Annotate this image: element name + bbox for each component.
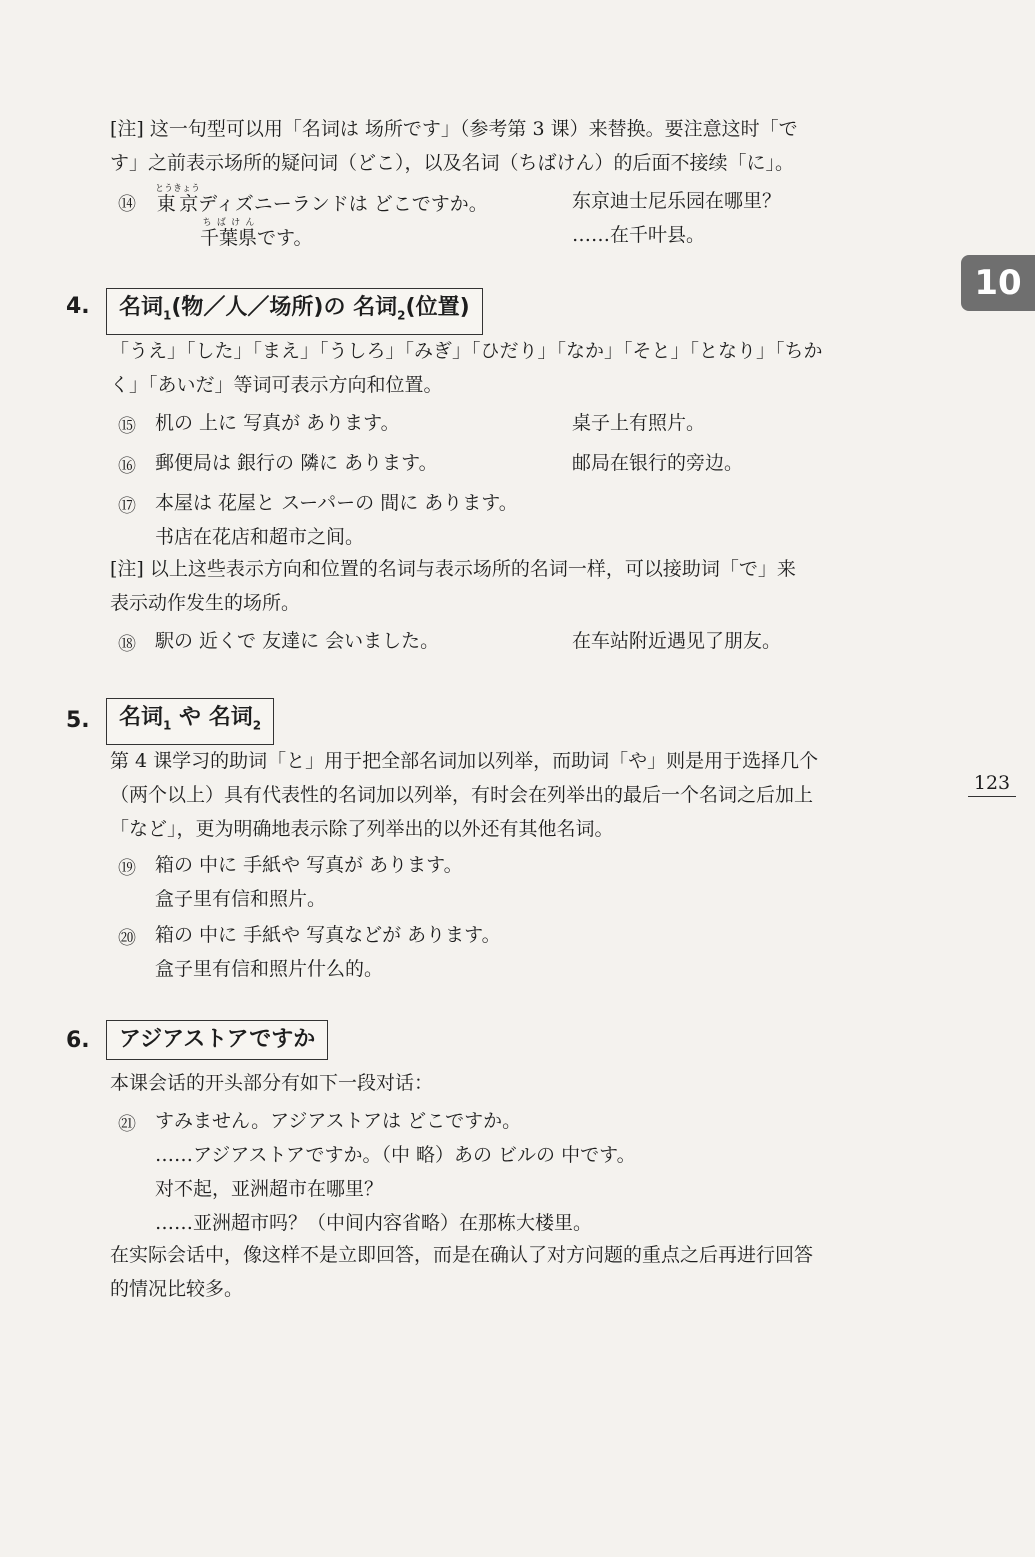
section-6-end-2: 的情况比较多。 <box>110 1278 244 1300</box>
example-15-cn: 桌子上有照片。 <box>572 412 706 434</box>
example-18-cn: 在车站附近遇见了朋友。 <box>572 630 782 652</box>
example-14-answer-rest: です。 <box>257 227 313 249</box>
section-6-desc: 本课会话的开头部分有如下一段对话： <box>110 1072 434 1094</box>
example-15-number: ⑮ <box>118 416 136 437</box>
example-17-jp: 本屋は 花屋と スーパーの 間に あります。 <box>155 492 518 514</box>
example-18-jp: 駅の 近くで 友達に 会いました。 <box>155 630 440 652</box>
section-6-number: 6. <box>66 1028 90 1053</box>
example-21-line-3: 对不起，亚洲超市在哪里？ <box>155 1178 384 1200</box>
example-21-line-2: ……アジアストアですか。（中 略）あの ビルの 中です。 <box>155 1144 636 1166</box>
section-4-desc-2: く」「あいだ」等词可表示方向和位置。 <box>110 374 443 396</box>
example-21-line-4: ……亚洲超市吗？（中间内容省略）在那栋大楼里。 <box>155 1212 593 1234</box>
example-14-ruby-chiba: 千葉県ちばけん <box>200 218 258 249</box>
example-15-jp: 机の 上に 写真が あります。 <box>155 412 400 434</box>
example-20-jp: 箱の 中に 手紙や 写真などが あります。 <box>155 924 501 946</box>
example-20-cn: 盒子里有信和照片什么的。 <box>155 958 384 980</box>
section-4-number: 4. <box>66 294 90 319</box>
section-4-desc-1: 「うえ」「した」「まえ」「うしろ」「みぎ」「ひだり」「なか」「そと」「となり」「ちか <box>110 340 823 362</box>
example-19-cn: 盒子里有信和照片。 <box>155 888 327 910</box>
section-5-desc-1: 第 4 课学习的助词「と」用于把全部名词加以列举，而助词「や」则是用于选择几个 <box>110 750 819 772</box>
example-19-jp: 箱の 中に 手紙や 写真が あります。 <box>155 854 463 876</box>
section-6-title: アジアストアですか <box>106 1020 328 1060</box>
example-14-question <box>155 184 488 221</box>
example-14-number: ⑭ <box>118 194 136 215</box>
example-16-jp: 郵便局は 銀行の 隣に あります。 <box>155 452 438 474</box>
section-5-number: 5. <box>66 708 90 733</box>
example-18-number: ⑱ <box>118 634 136 655</box>
example-17-number: ⑰ <box>118 496 136 517</box>
example-21-line-1: すみません。アジアストアは どこですか。 <box>155 1110 522 1132</box>
example-21-number: ㉑ <box>118 1114 136 1135</box>
example-14-question-cn: 东京迪士尼乐园在哪里？ <box>572 190 782 212</box>
section-5-title: 名词$_1$ や 名词$_2$ <box>106 698 274 745</box>
section-4-note-2: 表示动作发生的场所。 <box>110 592 301 614</box>
note-1-line-1: [注] 这一句型可以用「名词は 场所です」（参考第 3 课）来替换。要注意这时「で <box>110 118 798 140</box>
note-1-line-2: す」之前表示场所的疑问词（どこ），以及名词（ちばけん）的后面不接续「に」。 <box>110 152 795 174</box>
section-5-desc-2: （两个以上）具有代表性的名词加以列举，有时会在列举出的最后一个名词之后加上 <box>110 784 814 806</box>
example-16-cn: 邮局在银行的旁边。 <box>572 452 744 474</box>
example-19-number: ⑲ <box>118 858 136 879</box>
example-14-answer <box>200 218 313 255</box>
example-14-ruby-tokyo: 東京とうきょう <box>155 184 201 215</box>
chapter-tab: 10 <box>961 255 1035 311</box>
example-14-answer-cn: ……在千叶县。 <box>572 224 706 246</box>
example-20-number: ⑳ <box>118 928 136 949</box>
section-6-end-1: 在实际会话中，像这样不是立即回答，而是在确认了对方问题的重点之后再进行回答 <box>110 1244 814 1266</box>
example-17-cn: 书店在花店和超市之间。 <box>155 526 365 548</box>
example-16-number: ⑯ <box>118 456 136 477</box>
section-4-note-1: [注] 以上这些表示方向和位置的名词与表示场所的名词一样，可以接助词「で」来 <box>110 558 796 580</box>
section-4-title: 名词$_1$(物／人／场所)の 名词$_2$(位置) <box>106 288 483 335</box>
example-14-question-rest: ディズニーランドは どこですか。 <box>198 193 488 215</box>
page-number: 123 <box>968 770 1016 797</box>
section-5-desc-3: 「など」，更为明确地表示除了列举出的以外还有其他名词。 <box>110 818 614 840</box>
